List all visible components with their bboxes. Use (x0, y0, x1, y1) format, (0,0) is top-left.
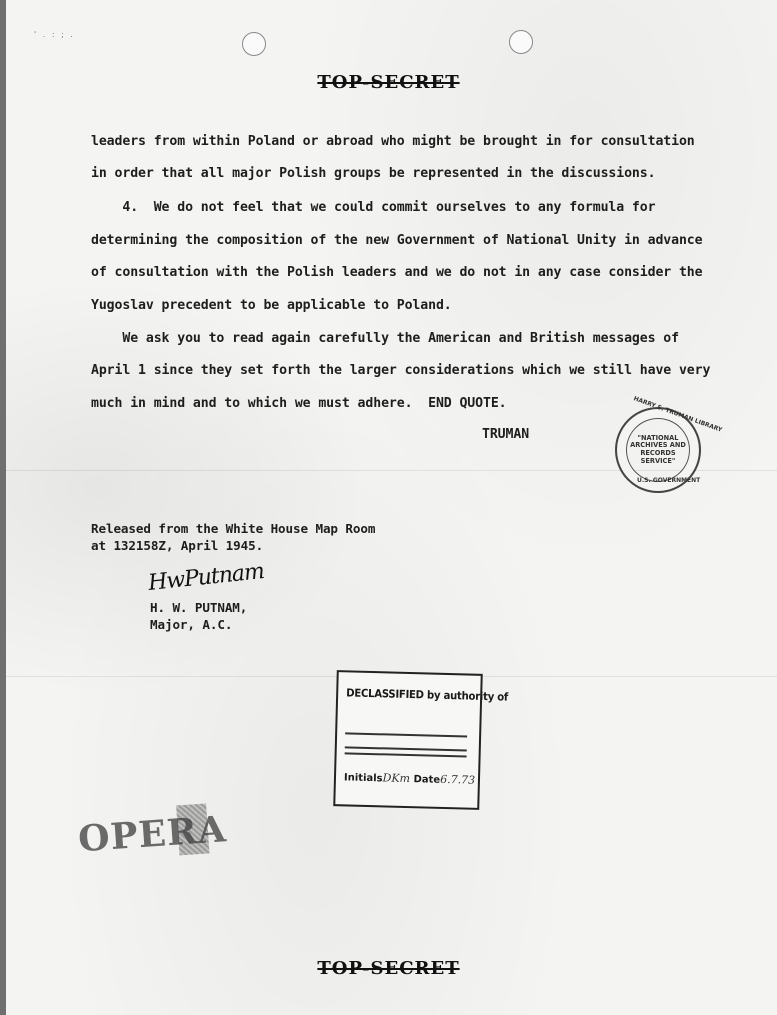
stamp-rule (345, 746, 467, 751)
top-classification-mark: TOP-SECRET (317, 72, 460, 93)
body-line-1: leaders from within Poland or abroad who might be brought in for consultation (91, 134, 695, 149)
body-line-3: 4. We do not feel that we could commit ourselves to any formula for (91, 200, 656, 215)
punch-hole-left (242, 32, 266, 56)
signatory-rank: Major, A.C. (150, 617, 233, 632)
body-line-4: determining the composition of the new Government of National Unity in advance (91, 233, 703, 248)
date-value: 6.7.73 (439, 772, 476, 787)
body-line-9: much in mind and to which we must adhere. END QUOTE. (91, 396, 507, 411)
declassified-stamp (333, 670, 509, 810)
declassified-title: DECLASSIFIED by authority of (346, 686, 509, 704)
opera-stamp-text: OPERA (76, 808, 229, 861)
release-line-2: at 132158Z, April 1945. (91, 538, 264, 553)
bottom-classification-mark: TOP-SECRET (317, 958, 460, 979)
body-line-6: Yugoslav precedent to be applicable to Poland. (91, 298, 452, 313)
opera-stamp (74, 803, 229, 864)
stamp-rule (345, 732, 467, 737)
signatory-name: H. W. PUTNAM, (150, 600, 248, 615)
corner-marks: ' . : ; . (34, 30, 75, 39)
handwritten-signature: HwPutnam (147, 559, 265, 596)
signer-name: TRUMAN (482, 427, 530, 442)
truman-library-stamp (615, 395, 723, 493)
stamp-arc-bottom: U.S. GOVERNMENT (637, 477, 701, 484)
stamp-center-text: "NATIONAL ARCHIVES AND RECORDS SERVICE" (630, 433, 686, 465)
date-label: Date (413, 774, 441, 786)
body-line-8: April 1 since they set forth the larger considerations which we still have very (91, 363, 711, 378)
body-line-7: We ask you to read again carefully the American and British messages of (91, 331, 679, 346)
body-line-2: in order that all major Polish groups be represented in the discussions. (91, 166, 656, 181)
body-line-5: of consultation with the Polish leaders and we do not in any case consider the (91, 265, 703, 280)
stamp-arc-top: HARRY S. TRUMAN LIBRARY (632, 395, 723, 434)
initials-date-row (344, 770, 475, 786)
punch-hole-right (509, 30, 533, 54)
stamp-rule (345, 752, 467, 757)
initials-label: Initials (343, 772, 383, 785)
document-page (6, 0, 777, 1015)
release-line-1: Released from the White House Map Room (91, 521, 376, 536)
initials-value: DKm (382, 771, 411, 786)
